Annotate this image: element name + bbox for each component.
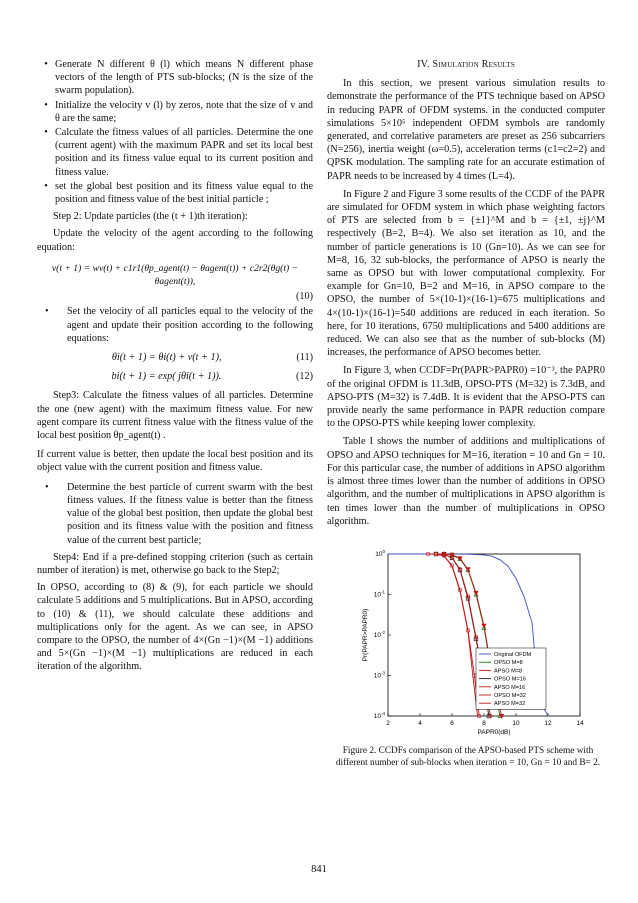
equation-10 xyxy=(37,262,313,288)
opso-paragraph: In OPSO, according to (8) & (9), for each particle we should calculate 5 additions and 5 multiplications. But in APSO, according to (10) & (11), we should calculate these additions and multiplications only for the agent. As we can see, in APSO compare to the OPSO, the number of 4×(Gn −1)×(M −1) additions and 5×(Gn −1)×(M −1) multiplications are reduced in each iteration of the algorithm. xyxy=(37,582,313,673)
legend-label: APSO M=8 xyxy=(494,668,523,675)
bullet-icon: • xyxy=(44,99,48,111)
x-tick-label: 4 xyxy=(418,720,422,727)
equation-12 xyxy=(37,370,313,383)
bullet-icon: • xyxy=(45,481,49,493)
x-tick-label: 2 xyxy=(386,720,390,727)
page-number: 841 xyxy=(311,864,327,875)
y-tick-label: $10^{-3}$ xyxy=(373,670,385,680)
paragraph: In Figure 2 and Figure 3 some results of the CCDF of the PAPR are simulated for OFDM system in which phase weighting factors of PTS are selected from b = {±1}^M and b = {±1, ±j}^M respectively (B=2, B=4). We also set iteration as 10, and the number of particle generations is 10 (Gn=10). As we can see for M=8, 16, 32 sub-blocks, the performance of APSO is nearly the same as OPSO but with lower computational complexity. For example for Gn=10, B=2 and M=16, in APSO compare to the OPSO, the number of 5×(10-1)×(16-1)=675 multiplications and 4×(10-1)×(16-1)=540 additions are reduced in each iteration. So here, for 10 iterations, 6750 multiplications and 5400 additions are reduced. We can also see that as the number of sub-blocks (M) increases, the performance of APSO becomes better. xyxy=(327,188,605,359)
bullet-icon: • xyxy=(44,127,48,139)
list-item xyxy=(37,99,313,125)
bullet-text: Set the velocity of all particles equal to the velocity of the agent and update their position according to the following equations: xyxy=(67,306,313,344)
legend-label: APSO M=16 xyxy=(494,684,526,691)
bullet-text: set the global best position and its fitness value equal to the position and fitness value of the best initial particle ; xyxy=(55,180,313,206)
x-tick-label: 8 xyxy=(482,720,486,727)
bullet-text: Calculate the fitness values of all particles. Determine the one (current agent) with the maximum PAPR and set its local best position and its fitness value equal to its current position and fitness value. xyxy=(55,127,313,178)
current-value-paragraph: If current value is better, then update the local best position and its object value with the current position and fitness value. xyxy=(37,449,313,474)
bullet-text: Generate N different θ (l) which means N different phase vectors of the length of PTS sub-blocks; (N is the size of the swarm population). xyxy=(55,59,313,97)
step2-heading: Step 2: Update particles (the (t + 1)th iteration): xyxy=(53,211,248,223)
x-tick-label: 12 xyxy=(544,720,552,727)
legend-label: OPSO M=32 xyxy=(494,693,526,699)
legend-label: Original OFDM xyxy=(494,652,532,658)
equation-11-body: θi(t + 1) = θi(t) + v(t + 1), xyxy=(111,352,222,364)
list-item xyxy=(45,305,313,345)
paragraph: In this section, we present various simulation results to demonstrate the performance of the PTS technique based on APSO in reducing PAPR of OFDM systems. in the conducted computer simulations 5×10⁵ independent OFDM symbols are randomly generated, and correlative parameters are preset as 256 subcarriers (N=256), inertia weight (ω=0.5), acceleration terms (c1=c2=2) and QPSK modulation. The sampling rate for an accurate estimation of PAPR needs to be increased by 4 times (L=4). xyxy=(327,78,605,182)
bullet-icon: • xyxy=(44,180,48,192)
legend-label: APSO M=32 xyxy=(494,701,526,708)
equation-11-number: (11) xyxy=(296,352,313,364)
ccdf-chart xyxy=(358,548,588,740)
paragraph: In Figure 3, when CCDF=Pr(PAPR>PAPR0) =10⁻³, the PAPR0 of the original OFDM is 11.3dB, OPSO-PTS (M=32) is 7.3dB, and APSO-PTS (M=32) is 7.4dB. It is evident that the APSO-PTS can provide nearly the same performance in PAPR reduction compare to the OPSO-PTS while keeping lower complexity. xyxy=(327,365,605,430)
list-item xyxy=(37,58,313,98)
bullet-text: Initialize the velocity v (l) by zeros, note that the size of v and θ are the same; xyxy=(55,99,313,124)
y-tick-label: $10^{-1}$ xyxy=(373,589,385,599)
y-axis-label: Pr(PAPR>PAPR0) xyxy=(362,608,369,662)
right-column xyxy=(327,58,605,530)
step2-text: Update the velocity of the agent according to the following equation: xyxy=(37,228,313,253)
section-heading: IV. Simulation Results xyxy=(417,59,515,70)
bullet-text: Determine the best particle of current swarm with the best fitness values. If the fitness value is better than the fitness value of the global best position, then update the global best position and its fitness value with the position and fitness value of the current best particle; xyxy=(67,481,313,546)
left-column xyxy=(37,58,313,676)
equation-11 xyxy=(37,351,313,364)
list-item xyxy=(37,126,313,179)
y-tick-label: $10^{-2}$ xyxy=(373,630,385,639)
legend-label: OPSO M=8 xyxy=(494,660,523,667)
equation-12-body: bi(t + 1) = exp( jθi(t + 1)). xyxy=(111,371,222,383)
equation-12-number: (12) xyxy=(296,371,313,383)
data-point xyxy=(482,624,486,628)
series-line xyxy=(428,554,478,716)
y-tick-label: $10^{-4}$ xyxy=(373,711,385,720)
y-tick-label: $10^0$ xyxy=(375,549,385,558)
x-axis-label: PAPR0(dB) xyxy=(477,729,511,736)
x-tick-label: 10 xyxy=(512,720,520,727)
legend-label: OPSO M=16 xyxy=(494,676,526,683)
bullet-icon: • xyxy=(45,306,49,318)
step3-text: Step3: Calculate the fitness values of all particles. Determine the one (new agent) with the maximum fitness value. For new agent compare its current fitness value with the fitness value of the local best position θp_agent(t) . xyxy=(37,390,313,442)
step4-text: Step4: End if a pre-defined stopping criterion (such as certain number of iteration) is met, otherwise go back to the Step2; xyxy=(37,551,313,576)
equation-10-body: v(t + 1) = wv(t) + c1r1(θp_agent(t) − θagent(t)) + c2r2(θg(t) − θagent(t)), xyxy=(51,262,299,288)
bullet-icon: • xyxy=(44,59,48,70)
x-tick-label: 6 xyxy=(450,720,454,727)
figure-caption: Figure 2. CCDFs comparison of the APSO-based PTS scheme with different number of sub-blocks when iteration = 10, Gn = 10 and B= 2. xyxy=(335,746,601,768)
paragraph: Table I shows the number of additions and multiplications of OPSO and APSO techniques for M=16, iteration = 10 and Gn = 10. For this particular case, the number of additions in APSO algorithm is almost three times lower than the number of additions in OPSO algorithm, and the number of multiplications in APSO algorithm is ten times lower than the number of multiplications in OPSO algorithm. xyxy=(327,436,605,527)
list-item xyxy=(37,180,313,206)
equation-10-number: (10) xyxy=(296,291,313,303)
list-item xyxy=(45,481,313,547)
ccdf-figure xyxy=(358,548,588,740)
x-tick-label: 14 xyxy=(576,720,584,727)
